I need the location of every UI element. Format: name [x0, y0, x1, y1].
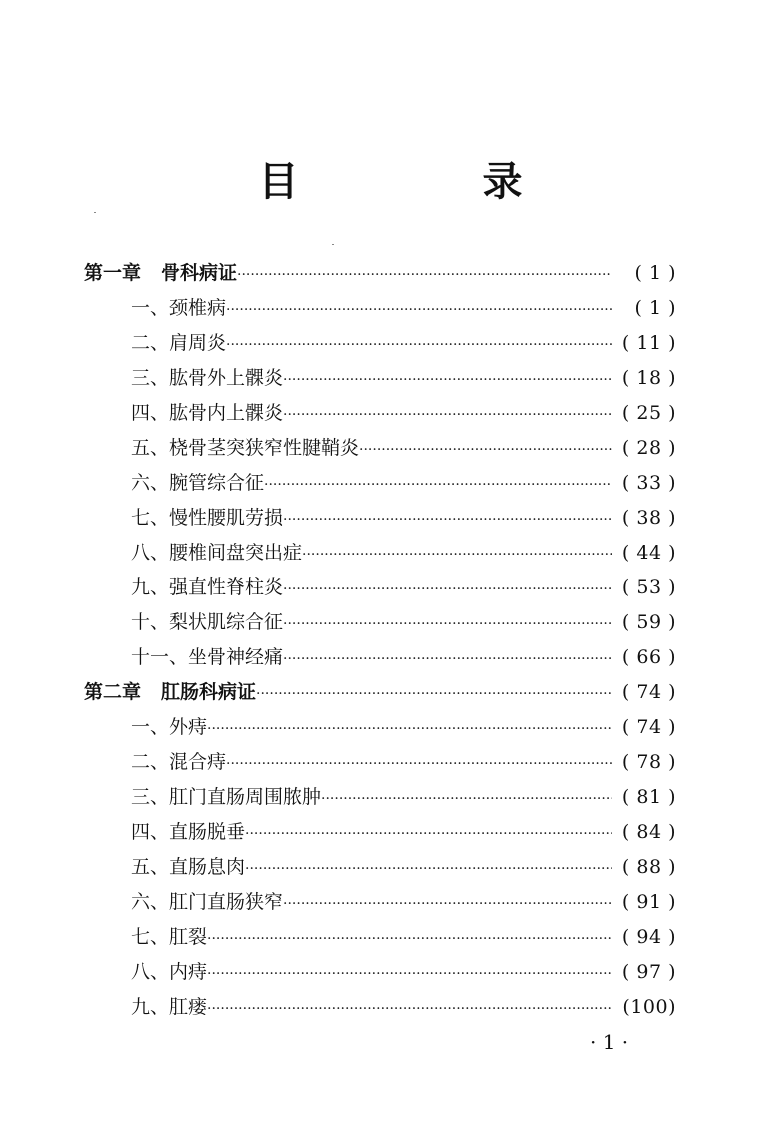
dot-leader	[283, 640, 612, 675]
toc-entry-label: 一、颈椎病	[131, 296, 227, 319]
scan-speck	[332, 244, 334, 245]
toc-section-row[interactable]	[84, 745, 676, 780]
toc-page-number: ( 59 )	[621, 611, 676, 634]
toc-entry-label: 二、混合痔	[131, 751, 227, 774]
toc-section-row[interactable]	[84, 815, 676, 850]
toc-entry-label: 四、直肠脱垂	[131, 821, 246, 843]
scan-speck	[94, 212, 96, 213]
dot-leader	[283, 605, 612, 640]
toc-entry-label: 三、肛门直肠周围脓肿	[131, 786, 322, 809]
toc-section-row[interactable]	[84, 710, 676, 745]
toc-page-number: ( 1 )	[634, 296, 676, 319]
toc-chapter-row[interactable]	[84, 675, 676, 710]
toc-page-number: ( 66 )	[621, 646, 676, 669]
toc-page-number: ( 78 )	[621, 751, 676, 774]
dot-leader	[207, 955, 612, 990]
toc-section-row[interactable]	[84, 605, 676, 640]
toc-entry-label: 八、腰椎间盘突出症	[131, 541, 303, 564]
toc-section-row[interactable]	[84, 466, 676, 501]
toc-page-number: ( 74 )	[621, 681, 676, 704]
toc-page-number: ( 84 )	[621, 821, 676, 843]
toc-entry-label: 九、强直性脊柱炎	[131, 576, 284, 599]
toc-section-row[interactable]	[84, 640, 676, 675]
toc-section-row[interactable]	[84, 850, 676, 885]
toc-entry-label: 六、肛门直肠狭窄	[131, 890, 284, 913]
page-title: 目 录	[258, 159, 595, 205]
toc-section-row[interactable]	[84, 361, 676, 396]
dot-leader	[237, 256, 612, 291]
dot-leader	[226, 745, 612, 780]
toc-entry-label: 十一、坐骨神经痛	[131, 646, 284, 669]
dot-leader	[207, 920, 612, 955]
toc-entry-label	[84, 675, 256, 710]
dot-leader	[245, 850, 612, 885]
toc-section-row[interactable]	[84, 501, 676, 536]
toc-section-row[interactable]	[84, 780, 676, 815]
toc-entry-label: 一、外痔	[131, 716, 208, 739]
dot-leader	[226, 291, 612, 326]
toc-page-number: ( 94 )	[621, 925, 676, 948]
toc-section-row[interactable]	[84, 536, 676, 571]
chapter-number: 第一章	[84, 262, 142, 284]
dot-leader	[321, 780, 612, 815]
toc-entry-label: 五、直肠息肉	[131, 855, 246, 878]
toc-section-row[interactable]	[84, 920, 676, 955]
toc-entry-label: 四、肱骨内上髁炎	[131, 401, 284, 424]
chapter-title: 肛肠科病证	[161, 681, 257, 704]
dot-leader	[359, 431, 612, 466]
toc-entry-label: 十、梨状肌综合征	[131, 611, 284, 634]
dot-leader	[207, 710, 612, 745]
dot-leader	[226, 326, 612, 361]
toc-page-number: ( 11 )	[621, 331, 676, 354]
toc-section-row[interactable]	[84, 990, 676, 1025]
toc-page-number: ( 81 )	[621, 786, 676, 809]
toc-page-number: ( 97 )	[621, 960, 676, 983]
toc-page-number: ( 28 )	[621, 436, 676, 459]
toc-section-row[interactable]	[84, 570, 676, 605]
dot-leader	[283, 501, 612, 536]
page-number: · 1 ·	[590, 1030, 629, 1054]
dot-leader	[283, 396, 612, 431]
dot-leader	[283, 570, 612, 605]
toc-section-row[interactable]	[84, 955, 676, 990]
toc-section-row[interactable]	[84, 885, 676, 920]
chapter-title: 骨科病证	[161, 262, 238, 284]
toc-page-number: ( 33 )	[621, 471, 676, 494]
toc-entry-label: 二、肩周炎	[131, 331, 227, 354]
chapter-number: 第二章	[84, 681, 142, 704]
toc-entry-label: 八、内痔	[131, 960, 208, 983]
toc-page-number: ( 88 )	[621, 855, 676, 878]
toc-page-number: ( 74 )	[621, 716, 676, 739]
toc-entry-label: 三、肱骨外上髁炎	[131, 366, 284, 389]
toc-entry-label: 七、慢性腰肌劳损	[131, 506, 284, 529]
toc-section-row[interactable]	[84, 396, 676, 431]
toc-section-row[interactable]	[84, 326, 676, 361]
toc-page-number: ( 53 )	[621, 576, 676, 599]
toc-page-number: ( 18 )	[621, 366, 676, 389]
table-of-contents	[84, 256, 676, 1025]
toc-entry-label: 五、桡骨茎突狭窄性腱鞘炎	[131, 436, 360, 459]
dot-leader	[302, 536, 612, 571]
dot-leader	[207, 990, 612, 1025]
dot-leader	[283, 361, 612, 396]
dot-leader	[256, 675, 612, 710]
toc-entry-label	[84, 256, 237, 291]
toc-entry-label: 六、腕管综合征	[131, 471, 265, 494]
dot-leader	[245, 815, 612, 850]
toc-section-row[interactable]	[84, 431, 676, 466]
toc-entry-label: 七、肛裂	[131, 925, 208, 948]
toc-page-number: ( 25 )	[621, 401, 676, 424]
dot-leader	[283, 885, 612, 920]
toc-section-row[interactable]	[84, 291, 676, 326]
toc-page-number: ( 44 )	[621, 541, 676, 564]
toc-page-number: ( 91 )	[621, 890, 676, 913]
toc-page-number: ( 38 )	[621, 506, 676, 529]
toc-page-number: ( 1 )	[634, 262, 676, 284]
toc-entry-label: 九、肛瘘	[131, 995, 208, 1018]
dot-leader	[264, 466, 612, 501]
toc-chapter-row[interactable]	[84, 256, 676, 291]
toc-page-number: (100)	[622, 995, 676, 1018]
